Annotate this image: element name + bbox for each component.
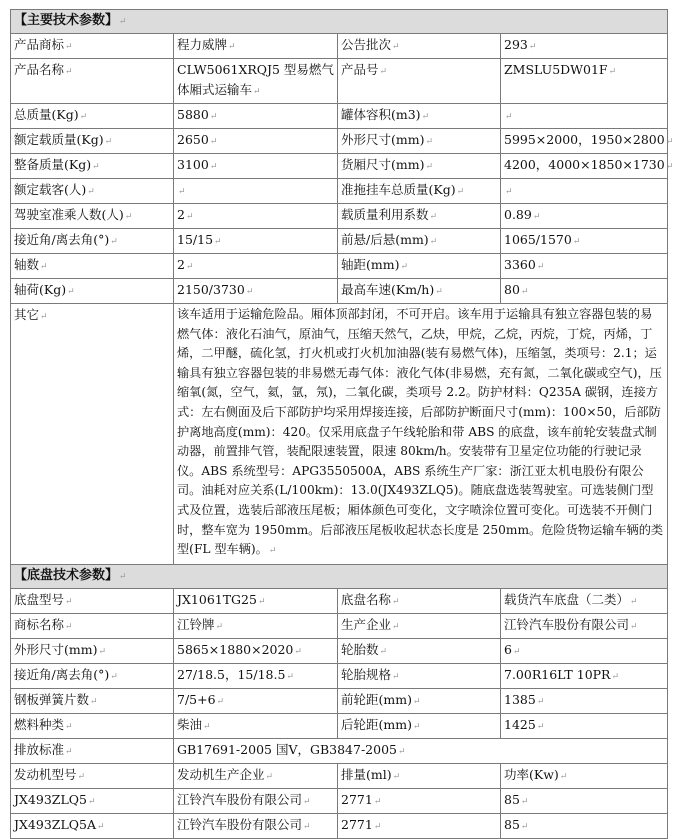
spec-value: 15/15↵ <box>174 229 338 254</box>
spec-label: 货厢尺寸(mm)↵ <box>338 154 501 179</box>
spec-row <box>11 154 668 179</box>
chassis-value: 27/18.5，15/18.5↵ <box>174 663 338 688</box>
other-row <box>11 304 668 565</box>
spec-value: 2650↵ <box>174 129 338 154</box>
spec-value: 2↵ <box>174 204 338 229</box>
spec-label: 最高车速(Km/h)↵ <box>338 279 501 304</box>
spec-row <box>11 129 668 154</box>
spec-value: ↵ <box>174 179 338 204</box>
spec-value: 5995×2000，1950×2800↵ <box>501 129 668 154</box>
chassis-spec-rows <box>11 588 668 738</box>
chassis-row <box>11 613 668 638</box>
spec-table <box>10 9 674 839</box>
chassis-label: 钢板弹簧片数↵ <box>11 688 174 713</box>
spec-value: ZMSLU5DW01F↵ <box>501 59 668 104</box>
spec-label: 轴数↵ <box>11 254 174 279</box>
spec-label: 准拖挂车总质量(Kg)↵ <box>338 179 501 204</box>
chassis-value: 江铃汽车股份有限公司↵ <box>501 613 668 638</box>
spec-label: 产品名称↵ <box>11 59 174 104</box>
chassis-value: 5865×1880×2020↵ <box>174 638 338 663</box>
chassis-value: 1425↵ <box>501 713 668 738</box>
engine-displacement: 2771↵ <box>338 788 501 813</box>
main-section-title: 【主要技术参数】↵ <box>11 10 668 34</box>
engine-power: 85↵ <box>501 813 668 838</box>
spec-row <box>11 254 668 279</box>
chassis-label: 轮胎规格↵ <box>338 663 501 688</box>
chassis-value: 柴油↵ <box>174 713 338 738</box>
chassis-label: 燃料种类↵ <box>11 713 174 738</box>
engine-manufacturer: 江铃汽车股份有限公司↵ <box>174 788 338 813</box>
spec-label: 额定载客(人)↵ <box>11 179 174 204</box>
spec-value: 0.89↵ <box>501 204 668 229</box>
spec-label: 总质量(Kg)↵ <box>11 104 174 129</box>
engine-manufacturer: 江铃汽车股份有限公司↵ <box>174 813 338 838</box>
chassis-row <box>11 638 668 663</box>
spec-label: 整备质量(Kg)↵ <box>11 154 174 179</box>
chassis-value: 6↵ <box>501 638 668 663</box>
chassis-value: 江铃牌↵ <box>174 613 338 638</box>
spec-label: 载质量利用系数↵ <box>338 204 501 229</box>
chassis-label: 后轮距(mm)↵ <box>338 713 501 738</box>
spec-row <box>11 279 668 304</box>
spec-label: 罐体容积(m3)↵ <box>338 104 501 129</box>
other-label: 其它↵ <box>11 304 174 565</box>
emission-row <box>11 738 668 763</box>
spec-row <box>11 229 668 254</box>
chassis-label: 底盘型号↵ <box>11 588 174 613</box>
spec-label: 前悬/后悬(mm)↵ <box>338 229 501 254</box>
spec-label: 轴荷(Kg)↵ <box>11 279 174 304</box>
spec-label: 公告批次↵ <box>338 34 501 59</box>
engine-row <box>11 813 668 838</box>
spec-label: 产品号↵ <box>338 59 501 104</box>
chassis-label: 商标名称↵ <box>11 613 174 638</box>
spec-value: CLW5061XRQJ5 型易燃气体厢式运输车↵ <box>174 59 338 104</box>
spec-value: 程力威牌↵ <box>174 34 338 59</box>
spec-value: 4200，4000×1850×1730↵ <box>501 154 668 179</box>
spec-label: 外形尺寸(mm)↵ <box>338 129 501 154</box>
engine-row <box>11 788 668 813</box>
spec-label: 产品商标↵ <box>11 34 174 59</box>
emission-label: 排放标准↵ <box>11 738 174 763</box>
engine-rows <box>11 763 668 838</box>
spec-value: 1065/1570↵ <box>501 229 668 254</box>
spec-value: ↵ <box>501 179 668 204</box>
engine-column-header: 排量(ml)↵ <box>338 763 501 788</box>
chassis-row <box>11 688 668 713</box>
spec-label: 驾驶室准乘人数(人)↵ <box>11 204 174 229</box>
chassis-label: 生产企业↵ <box>338 613 501 638</box>
engine-header-row <box>11 763 668 788</box>
spec-label: 接近角/离去角(°)↵ <box>11 229 174 254</box>
spec-label: 轴距(mm)↵ <box>338 254 501 279</box>
chassis-value: JX1061TG25↵ <box>174 588 338 613</box>
engine-displacement: 2771↵ <box>338 813 501 838</box>
engine-column-header: 发动机生产企业↵ <box>174 763 338 788</box>
chassis-value: 1385↵ <box>501 688 668 713</box>
main-spec-rows <box>11 34 674 304</box>
chassis-section-title: 【底盘技术参数】↵ <box>11 564 668 588</box>
chassis-value: 载货汽车底盘（二类）↵ <box>501 588 668 613</box>
engine-model: JX493ZLQ5A↵ <box>11 813 174 838</box>
spec-label: 额定载质量(Kg)↵ <box>11 129 174 154</box>
other-description: 该车适用于运输危险品。厢体顶部封闭，不可开启。该车用于运输具有独立容器包装的易燃气体：液化石油气，原油气，压缩天然气，乙炔，甲烷，乙烷，丙烷，丁烷，丙烯，丁烯，二甲醚，硫化氢，打火机或打火机加油器(装有易燃气体)，压缩氢，类项号：2.1；运输具有独立容器包装的非易燃无毒气体：液化气体(非易燃，充有氮，二氧化碳或空气)，压缩氧(氮，空气，氦，氩，氖)，二氧化碳，类项号 2.2。防护材料：Q235A 碳钢，连接方式：左右侧面及后下部防护均采用焊接连接，后部防护断面尺寸(mm)：100×50，后部防护离地高度(mm)：420。仅采用底盘子午线轮胎和带 ABS 的底盘，该车前轮安装盘式制动器，前置排气管，装配限速装置，限速 80km/h。安装带有卫星定位功能的行驶记录仪。ABS 系统型号：APG3550500A，ABS 系统生产厂家：浙江亚太机电股份有限公司。油耗对应关系(L/100km)：13.0(JX493ZLQ5)。随底盘选装驾驶室。可选装侧门型式及位置，选装后部液压尾板；厢体颜色可变化，文字喷涂位置可变化。可选装不开侧门时，整车宽为 1950mm。后部液压尾板收起状态长度是 250mm。危险货物运输车辆的类型(FL 型车辆)。↵ <box>174 304 668 565</box>
chassis-label: 底盘名称↵ <box>338 588 501 613</box>
spec-value: 293↵ <box>501 34 668 59</box>
spec-value: 3100↵ <box>174 154 338 179</box>
spec-value: ↵ <box>501 104 668 129</box>
spec-row <box>11 204 668 229</box>
spec-value: 3360↵ <box>501 254 668 279</box>
chassis-label: 前轮距(mm)↵ <box>338 688 501 713</box>
spec-row <box>11 179 668 204</box>
chassis-label: 接近角/离去角(°)↵ <box>11 663 174 688</box>
chassis-section-header <box>11 564 668 588</box>
spec-value: 80↵ <box>501 279 668 304</box>
spec-value: 2150/3730↵ <box>174 279 338 304</box>
engine-column-header: 功率(Kw)↵ <box>501 763 668 788</box>
spec-row <box>11 104 668 129</box>
chassis-label: 轮胎数↵ <box>338 638 501 663</box>
engine-model: JX493ZLQ5↵ <box>11 788 174 813</box>
spec-value: 5880↵ <box>174 104 338 129</box>
chassis-label: 外形尺寸(mm)↵ <box>11 638 174 663</box>
spec-row <box>11 59 668 104</box>
engine-power: 85↵ <box>501 788 668 813</box>
engine-column-header: 发动机型号↵ <box>11 763 174 788</box>
chassis-row <box>11 713 668 738</box>
spec-value: 2↵ <box>174 254 338 279</box>
chassis-row <box>11 588 668 613</box>
chassis-row <box>11 663 668 688</box>
emission-value: GB17691-2005 国Ⅴ，GB3847-2005↵ <box>174 738 668 763</box>
spec-row <box>11 34 668 59</box>
chassis-value: 7.00R16LT 10PR↵ <box>501 663 668 688</box>
main-section-header <box>11 10 668 34</box>
chassis-value: 7/5+6↵ <box>174 688 338 713</box>
